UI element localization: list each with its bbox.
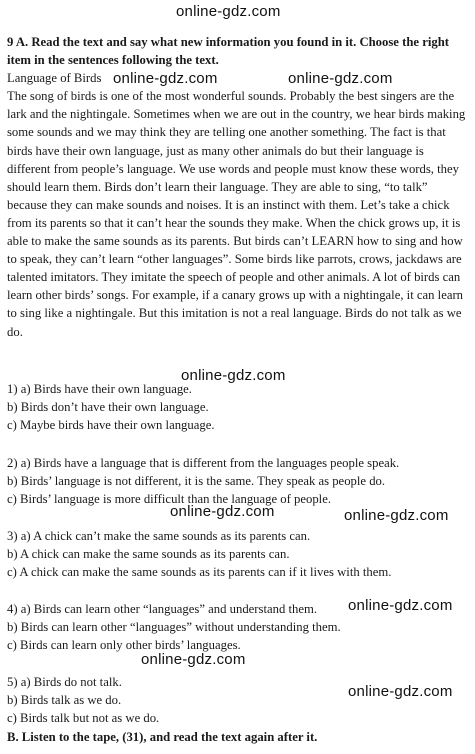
watermark: online-gdz.com	[113, 70, 218, 87]
text-title: Language of Birds	[7, 71, 102, 86]
watermark: online-gdz.com	[181, 367, 286, 384]
question-option: 5) a) Birds do not talk.	[7, 675, 122, 689]
question-option: c) Birds’ language is more difficult than the language of people.	[7, 492, 332, 506]
question-option: b) Birds talk as we do.	[7, 693, 122, 707]
watermark: online-gdz.com	[176, 3, 281, 20]
question-option: c) A chick can make the same sounds as its parents can if it lives with them.	[7, 565, 392, 579]
question-option: 2) a) Birds have a language that is different from the languages people speak.	[7, 456, 400, 470]
exercise-b-instruction: B. Listen to the tape, (31), and read the text again after it.	[7, 730, 318, 744]
watermark: online-gdz.com	[348, 683, 453, 700]
watermark: online-gdz.com	[288, 70, 393, 87]
text-paragraph: The song of birds is one of the most wonderful sounds. Probably the best singers are the lark and the nightingale. Sometimes when we are out in the country, we hear birds making some sounds and we may think they are telling one another something. The fact is that birds have their own language, just as many other animals do but their language is different from people’s language. We use words and people must know these words, they should learn them. Birds don’t learn their language. They are able to sing, “to talk” because they can make sounds and noises. It is an instinct with them. Let’s take a chick from its parents so that it can’t hear the sounds they make. When the chick grows up, it is able to make the same sounds as its parents. But birds can’t LEARN how to sing and how to speak, they can’t learn “other languages”. Some birds like parrots, crows, jackdaws are talented imitators. They imitate the speech of people and other animals. A lot of birds can learn other birds’ songs. For example, if a canary grows up with a nightingale, it can learn to sing like a nightingale. But this imitation is not a real language. Birds do not talk as we do.	[7, 89, 466, 339]
question-option: c) Birds can learn only other birds’ languages.	[7, 638, 241, 652]
question-option: b) Birds can learn other “languages” without understanding them.	[7, 620, 341, 634]
question-option: c) Birds talk but not as we do.	[7, 711, 160, 725]
watermark: online-gdz.com	[170, 503, 275, 520]
watermark: online-gdz.com	[348, 597, 453, 614]
question-5	[7, 673, 469, 727]
question-option: 3) a) A chick can’t make the same sounds as its parents can.	[7, 529, 311, 543]
watermark: online-gdz.com	[141, 651, 246, 668]
watermark: online-gdz.com	[344, 507, 449, 524]
exercise-text	[7, 33, 469, 341]
question-2	[7, 454, 469, 508]
question-option: b) A chick can make the same sounds as its parents can.	[7, 547, 290, 561]
question-3	[7, 527, 469, 581]
question-4	[7, 600, 469, 654]
question-option: b) Birds’ language is not different, it is the same. They speak as people do.	[7, 474, 386, 488]
question-1	[7, 380, 469, 434]
question-option: 1) a) Birds have their own language.	[7, 382, 192, 396]
question-option: c) Maybe birds have their own language.	[7, 418, 215, 432]
question-option: b) Birds don’t have their own language.	[7, 400, 209, 414]
question-option: 4) a) Birds can learn other “languages” and understand them.	[7, 602, 318, 616]
exercise-heading: 9 A. Read the text and say what new information you found in it. Choose the right item in the sentences following the text.	[7, 35, 449, 68]
